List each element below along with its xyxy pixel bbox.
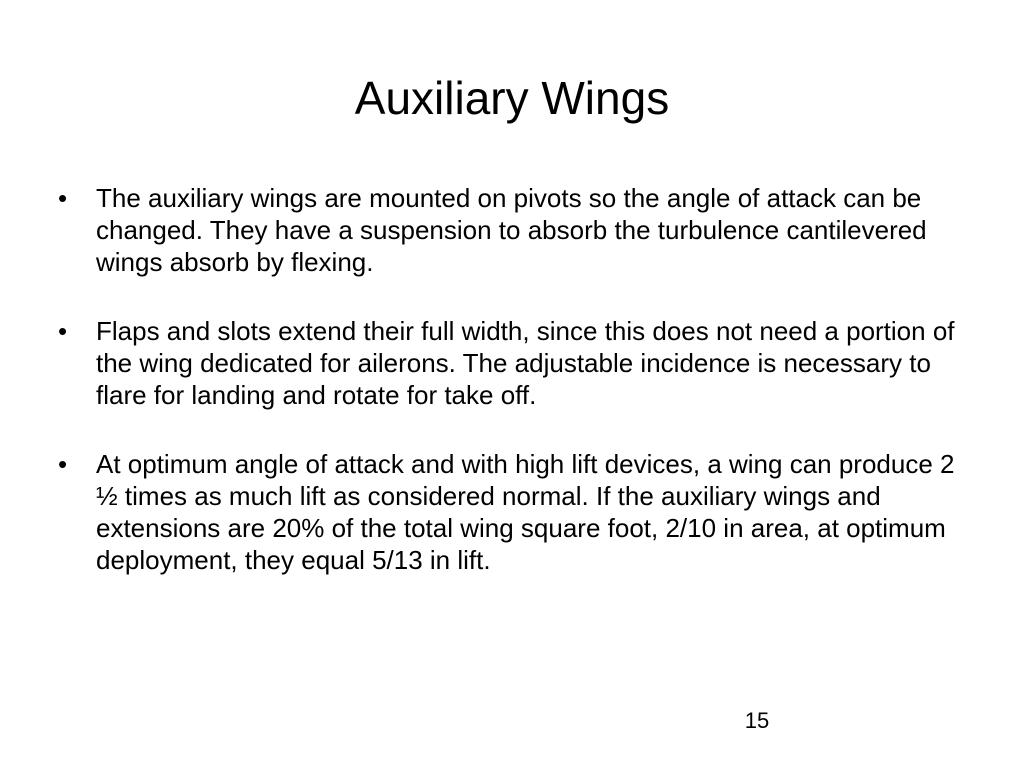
page-number: 15	[744, 708, 770, 733]
bullet-text: Flaps and slots extend their full width, since this does not need a portion of the wing dedicated for ailerons. The adjustable incidence is necessary to flare for landing and rotate for take off.	[96, 316, 955, 410]
bullet-marker: •	[58, 183, 68, 213]
bullet-text: At optimum angle of attack and with high lift devices, a wing can produce 2 ½ times as much lift as considered normal. If the auxiliary wings and extensions are 20% of the total wing square foot, 2/10 in area, at optimum deployment, they equal 5/13 in lift.	[96, 449, 955, 575]
bullet-item	[58, 448, 978, 576]
bullet-marker: •	[58, 449, 68, 479]
bullet-item	[58, 182, 978, 278]
slide-title: Auxiliary Wings	[354, 72, 670, 124]
bullet-marker: •	[58, 316, 68, 346]
bullet-text: The auxiliary wings are mounted on pivots so the angle of attack can be changed. They have a suspension to absorb the turbulence cantilevered wings absorb by flexing.	[96, 183, 927, 277]
bullet-item	[58, 315, 978, 411]
bullet-list	[58, 182, 978, 613]
